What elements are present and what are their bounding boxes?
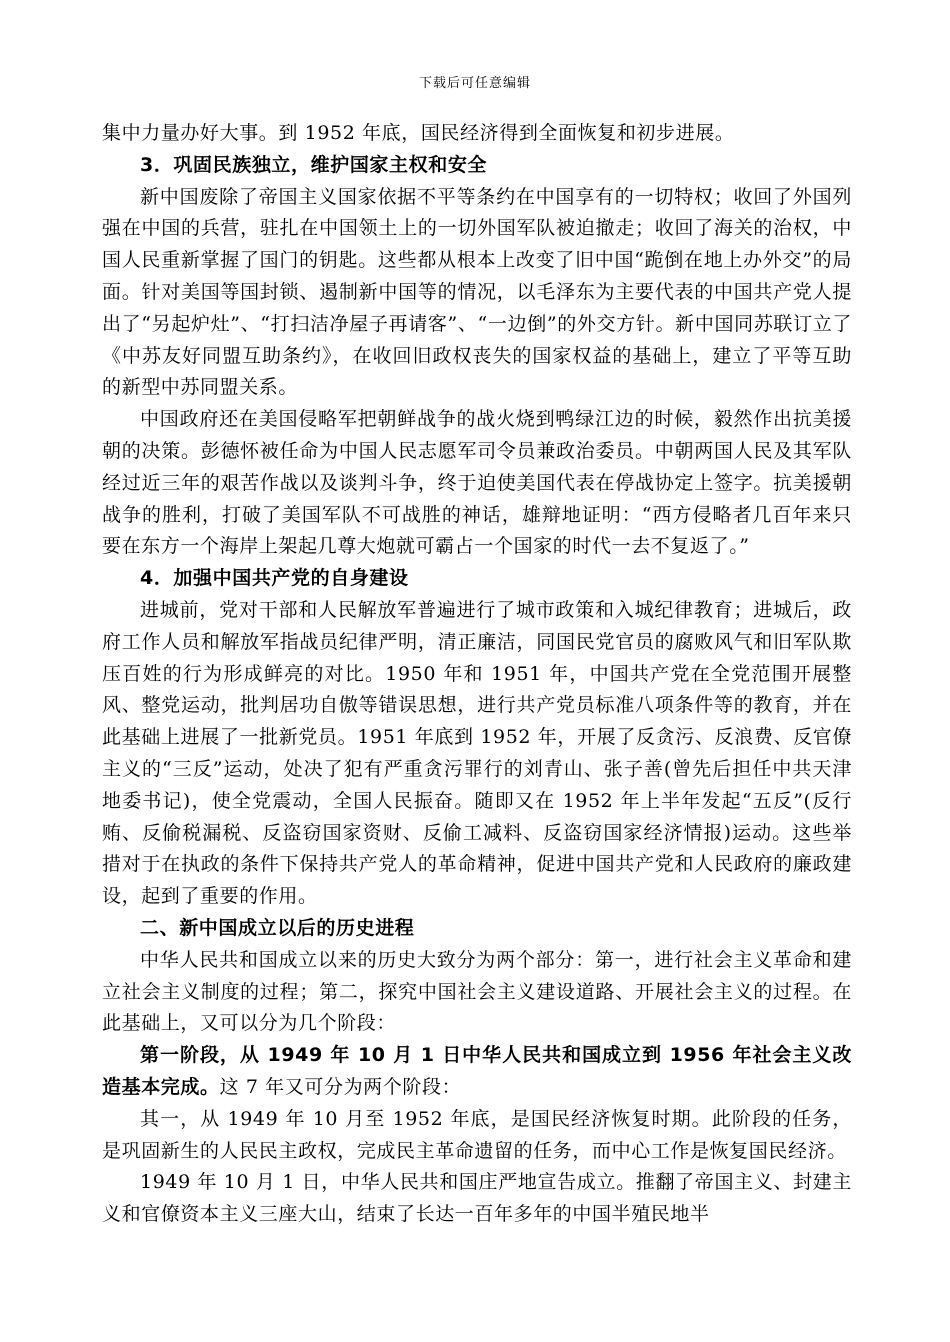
document-body — [102, 118, 852, 1231]
page-header: 下载后可任意编辑 — [418, 76, 531, 91]
stage-note: 这 7 年又可分为两个阶段： — [219, 1075, 462, 1098]
stage-heading: 第一阶段，从 1949 年 10 月 1 日中华人民共和国成立到 1956 年社会主义改造基本完成。 — [102, 1044, 852, 1098]
paragraph: 新中国废除了帝国主义国家依据不平等条约在中国享有的一切特权；收回了外国列强在中国的兵营，驻扎在中国领土上的一切外国军队被迫撤走；收回了海关的治权，中国人民重新掌握了国门的钥匙。这些都从根本上改变了旧中国“跪倒在地上办外交”的局面。针对美国等国封锁、遏制新中国等的情况，以毛泽东为主要代表的中国共产党人提出了“另起炉灶”、“打扫洁净屋子再请客”、“一边倒”的外交方针。新中国同苏联订立了《中苏友好同盟互助条约》，在收回旧政权丧失的国家权益的基础上，建立了平等互助的新型中苏同盟关系。 — [102, 185, 852, 399]
section-heading: 二、新中国成立以后的历史进程 — [140, 916, 415, 939]
paragraph: 中华人民共和国成立以来的历史大致分为两个部分：第一，进行社会主义革命和建立社会主义制度的过程；第二，探究中国社会主义建设道路、开展社会主义的过程。在此基础上，又可以分为几个阶段： — [102, 948, 852, 1035]
paragraph — [102, 1040, 852, 1104]
section-heading: 4．加强中国共产党的自身建设 — [140, 567, 409, 590]
paragraph: 1949 年 10 月 1 日，中华人民共和国庄严地宣告成立。推翻了帝国主义、封建主义和官僚资本主义三座大山，结束了长达一百年多年的中国半殖民地半 — [102, 1171, 852, 1226]
section-heading: 3．巩固民族独立，维护国家主权和安全 — [140, 153, 488, 176]
paragraph: 中国政府还在美国侵略军把朝鲜战争的战火烧到鸭绿江边的时候，毅然作出抗美援朝的决策。彭德怀被任命为中国人民志愿军司令员兼政治委员。中朝两国人民及其军队经过近三年的艰苦作战以及谈判斗争，终于迫使美国代表在停战协定上签字。抗美援朝战争的胜利，打破了美国军队不可战胜的神话，雄辩地证明：“西方侵略者几百年来只要在东方一个海岸上架起几尊大炮就可霸占一个国家的时代一去不复返了。” — [102, 408, 852, 558]
paragraph: 进城前，党对干部和人民解放军普遍进行了城市政策和入城纪律教育；进城后，政府工作人员和解放军指战员纪律严明，清正廉洁，同国民党官员的腐败风气和旧军队欺压百姓的行为形成鲜亮的对比。1950 年和 1951 年，中国共产党在全党范围开展整风、整党运动，批判居功自傲等错误思想，进行共产党员标准八项条件等的教育，并在此基础上进展了一批新党员。1951 年底到 1952 年，开展了反贪污、反浪费、反官僚主义的“三反”运动，处决了犯有严重贪污罪行的刘青山、张子善(曾先后担任中共天津地委书记)，使全党震动，全国人民振奋。随即又在 1952 年上半年发起“五反”(反行贿、反偷税漏税、反盗窃国家资财、反偷工减料、反盗窃国家经济情报)运动。这些举措对于在执政的条件下保持共产党人的革命精神，促进中国共产党和人民政府的廉政建设，起到了重要的作用。 — [102, 598, 852, 908]
paragraph: 其一，从 1949 年 10 月至 1952 年底，是国民经济恢复时期。此阶段的任务，是巩固新生的人民民主政权，完成民主革命遗留的任务，而中心工作是恢复国民经济。 — [102, 1107, 852, 1162]
paragraph: 集中力量办好大事。到 1952 年底，国民经济得到全面恢复和初步进展。 — [102, 122, 735, 144]
